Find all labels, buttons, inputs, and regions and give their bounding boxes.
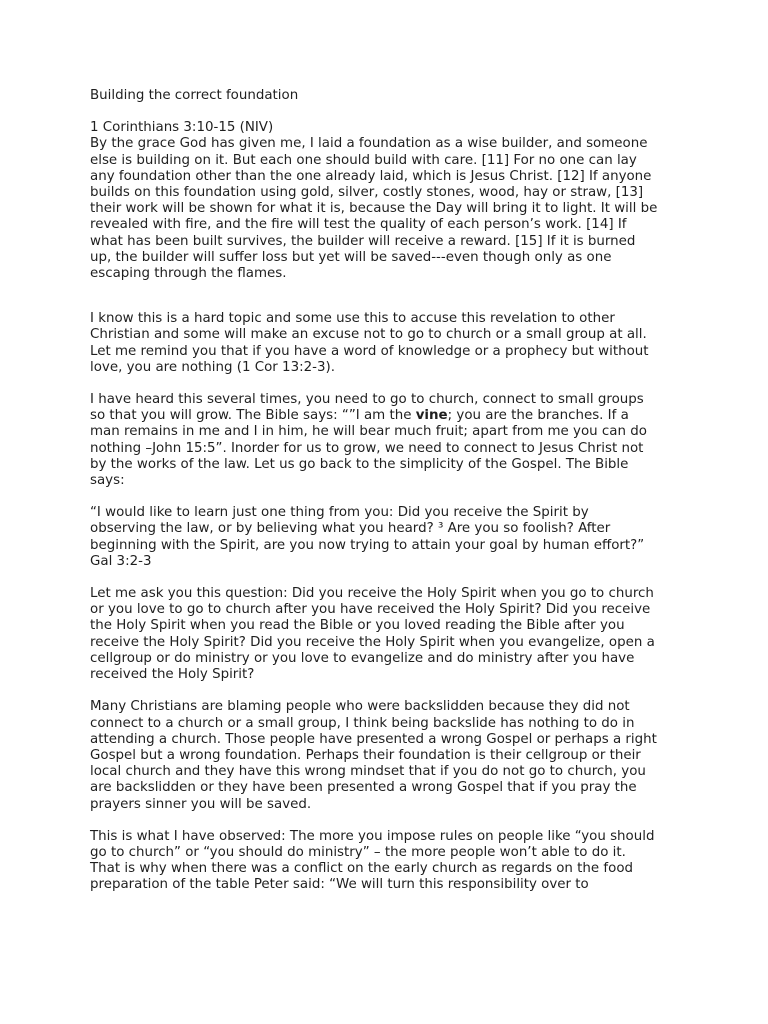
galatians-quote: “I would like to learn just one thing from you: Did you receive the Spirit by observing the law, or by believing what you heard? ³ Are you so foolish? After beginning with the Spirit, are you now trying to attain your goal by human effort?” Gal 3:2-3 xyxy=(90,505,645,569)
paragraph-hard-topic: I know this is a hard topic and some use this to accuse this revelation to other Christian and some will make an excuse not to go to church or a small group at all. Let me remind you that if you have a word of knowledge or a prophecy but without love, you are nothing (1 Cor 13:2-3). xyxy=(90,311,649,375)
spacer xyxy=(90,282,690,311)
scripture-reference: 1 Corinthians 3:10-15 (NIV) xyxy=(90,120,274,136)
paragraph-observation: This is what I have observed: The more you impose rules on people like “you should go to church” or “you should do ministry” – the more people won’t able to do it. That is why when there was a conflict on the early church as regards on the food preparation of the table Peter said: “We will turn this responsibility over to xyxy=(90,828,655,893)
document-page xyxy=(90,88,690,894)
paragraph-holy-spirit-question: Let me ask you this question: Did you receive the Holy Spirit when you go to church or you love to go to church after you have received the Holy Spirit? Did you receive the Holy Spirit when you read the Bible or you loved reading the Bible after you receive the Holy Spirit? Did you receive the Holy Spirit when you evangelize, open a cellgroup or do ministry or you love to evangelize and do ministry after you have received the Holy Spirit? xyxy=(90,586,655,683)
document-title: Building the correct foundation xyxy=(90,88,299,103)
bold-word-vine: vine xyxy=(415,408,448,424)
scripture-passage: By the grace God has given me, I laid a foundation as a wise builder, and someone else is building on it. But each one should build with care. [11] For no one can lay any foundation other than the one already laid, which is Jesus Christ. [12] If anyone builds on this foundation using gold, silver, costly stones, wood, hay or straw, [13] their work will be shown for what it is, because the Day will bring it to light. It will be revealed with fire, and the fire will test the quality of each person’s work. [14] If what has been built survives, the builder will receive a reward. [15] If it is burned up, the builder will suffer loss but yet will be saved---even though only as one escaping through the flames. xyxy=(90,136,658,282)
spacer xyxy=(90,489,690,505)
paragraph-backslidden: Many Christians are blaming people who were backslidden because they did not connect to a church or a small group, I think being backslide has nothing to do in attending a church. Those people have presented a wrong Gospel or perhaps a right Gospel but a wrong foundation. Perhaps their foundation is their cellgroup or their local church and they have this wrong mindset that if you do not go to church, you are backslidden or they have been presented a wrong Gospel that if you pray the prayers sinner you will be saved. xyxy=(90,699,657,812)
spacer xyxy=(90,570,690,586)
spacer xyxy=(90,376,690,392)
paragraph-text: ; you are the branches. If a man remains in me and I in him, he will bear much fruit; apart from me you can do nothing –John 15:5”. Inorder for us to grow, we need to connect to Jesus Christ not by the works of the law. Let us go back to the simplicity of the Gospel. The Bible says: xyxy=(90,408,647,489)
spacer xyxy=(90,813,690,829)
paragraph-text: I have heard this several times, you need to go to church, connect to small groups so that you will grow. The Bible says: “”I am the xyxy=(90,392,644,424)
paragraph-go-to-church xyxy=(90,392,690,489)
spacer xyxy=(90,683,690,699)
